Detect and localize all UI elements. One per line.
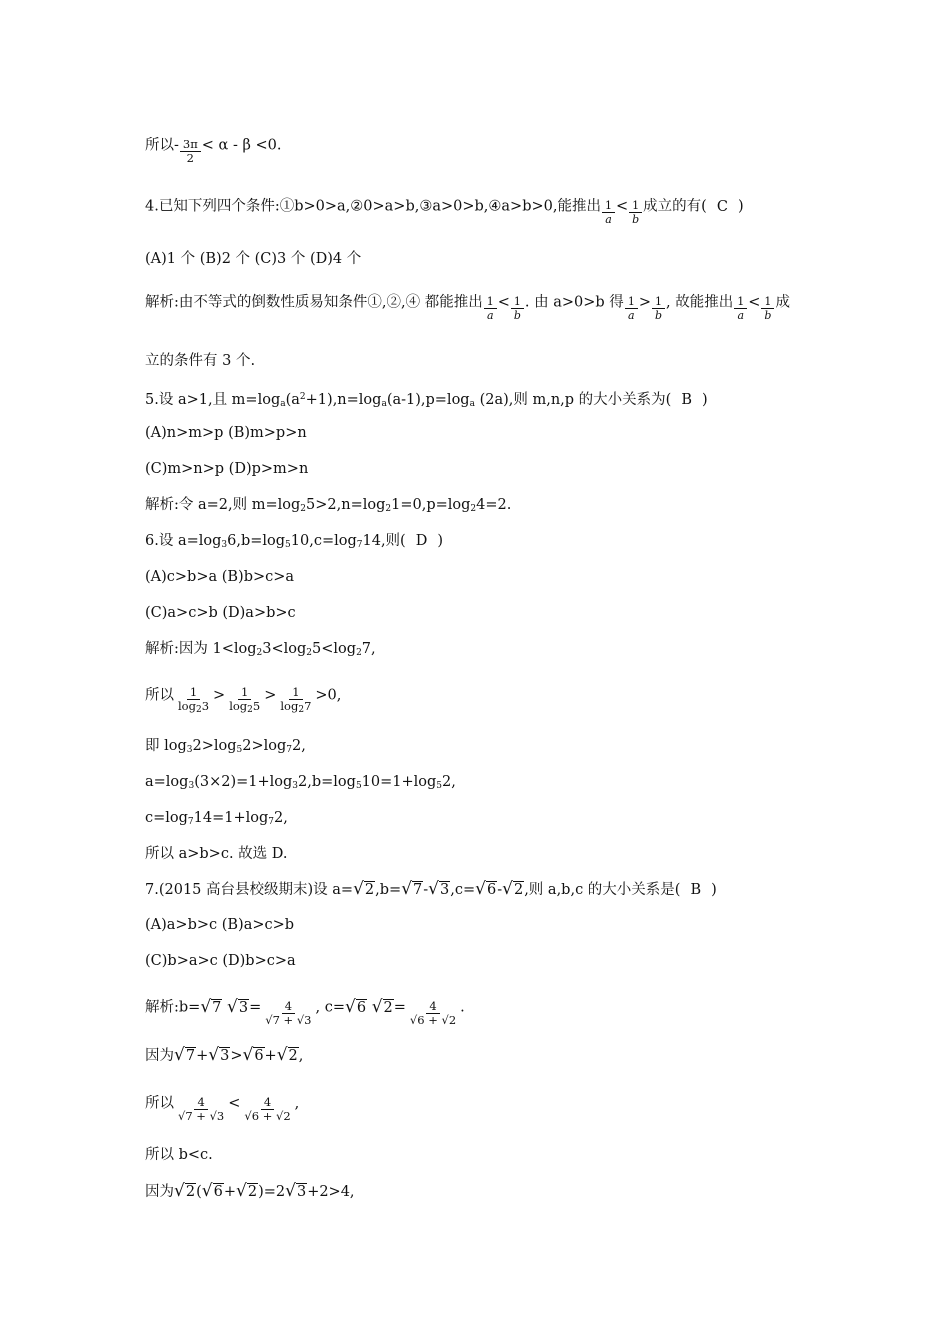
question-7-options-2: (C)b>a>c (D)b>c>a: [145, 953, 296, 969]
sqrt: √6: [242, 1045, 264, 1065]
sqrt: √7: [174, 1045, 196, 1065]
sqrt: √6: [345, 996, 367, 1017]
question-6-solution-5: $c=\log_714=1+\log_72$,: [145, 810, 288, 827]
sqrt: √2: [371, 996, 393, 1017]
question-7-solution-5: 因为√2(√6+√2)=2√3+2>4,: [145, 1181, 355, 1201]
question-7-solution-4: 所以 b<c.: [145, 1147, 213, 1163]
question-7-solution-3: 所以 $\frac{4}{√7 + √3}$ < $\frac{4}{√6 + √2}$ ,: [145, 1095, 300, 1123]
question-6: 6.设 $a=\log_36,b=\log_510,c=\log_714$,则( D ): [145, 533, 444, 550]
fraction: $\frac{1}{a}$: [484, 295, 497, 322]
sqrt: √2: [276, 1045, 298, 1065]
question-6-solution-2: 所以 $\frac{1}{\log_23}$ > $\frac{1}{\log_25}$ > $\frac{1}{\log_27}$ >0,: [145, 685, 342, 715]
answer-letter: C: [716, 198, 728, 215]
question-7-options-1: (A)a>b>c (B)a>c>b: [145, 917, 295, 933]
sqrt: √3: [285, 1181, 307, 1201]
sqrt: √2: [353, 879, 375, 899]
sqrt: √2: [235, 1181, 258, 1201]
question-5-options-2: (C)m>n>p (D)p>m>n: [145, 461, 309, 477]
fraction-1-over-log: $\frac{1}{\log_23}$: [178, 685, 210, 715]
question-5-options-1: (A)n>m>p (B)m>p>n: [145, 425, 307, 441]
question-5: 5.设 a>1,且 $m=\log_a(a^2+1),n=\log_a(a-1),p=\log_a$ (2a),则 m,n,p 的大小关系为( B ): [145, 392, 708, 409]
question-6-options-2: (C)a>c>b (D)a>b>c: [145, 605, 296, 621]
sqrt: √3: [227, 996, 249, 1017]
question-7: 7.(2015 高台县校级期末)设 a=√2,b=√7-√3,c=√6-√2,则 a,b,c 的大小关系是( B ): [145, 879, 717, 899]
sqrt: √7: [200, 996, 222, 1017]
question-5-solution: 解析:令 a=2,则 $m=\log_25>2,n=\log_21=0,p=\log_24=2$.: [145, 497, 512, 514]
question-4-solution: 解析:由不等式的倒数性质易知条件①,②,④ 都能推出 $\frac{1}{a}$ < $\frac{1}{b}$ . 由 a>0>b 得 $\frac{1}{a}$ > $\frac{1}{b}$ , 故能推出 $\frac{1}{a}$ < $\frac{1}{b}$ 成: [145, 294, 790, 322]
sqrt: √6: [475, 879, 497, 899]
question-7-solution-1: 解析:b=√7 √3= $\frac{4}{√7 + √3}$ , c=√6 √2= $\frac{4}{√6 + √2}$ .: [145, 996, 465, 1027]
fraction: $\frac{1}{a}$: [625, 295, 638, 322]
fraction-4-over-sqrt-sum: $\frac{4}{√7 + √3}$: [265, 999, 312, 1027]
fraction-4-over-sqrt-sum: $\frac{4}{√7 + √3}$: [178, 1095, 225, 1123]
question-7-solution-2: 因为√7+√3>√6+√2,: [145, 1045, 304, 1065]
question-4-solution-cont: 立的条件有 3 个.: [145, 353, 256, 369]
sqrt: √7: [401, 879, 423, 899]
answer-letter: D: [415, 533, 428, 549]
fraction-1-over-b: $\frac{1}{b}$: [629, 199, 642, 226]
line-alpha-beta-range: 所以- $\frac{3\pi}{2}$ < α - β <0.: [145, 137, 282, 165]
question-6-solution-4: $a=\log_3(3\times 2)=1+\log_32,b=\log_510=1+\log_52$,: [145, 774, 456, 791]
question-4: 4.已知下列四个条件:①b>0>a,②0>a>b,③a>0>b,④a>b>0,能推出 $\frac{1}{a}$ < $\frac{1}{b}$ 成立的有( C ): [145, 198, 744, 226]
sqrt: √3: [428, 879, 450, 899]
question-4-options: (A)1 个 (B)2 个 (C)3 个 (D)4 个: [145, 251, 362, 267]
question-6-options-1: (A)c>b>a (B)b>c>a: [145, 569, 295, 585]
fraction-1-over-a: $\frac{1}{a}$: [602, 199, 615, 226]
fraction-1-over-log: $\frac{1}{\log_27}$: [280, 685, 312, 715]
fraction: $\frac{1}{b}$: [511, 295, 524, 322]
question-6-solution-3: 即 $\log_32>\log_52>\log_72$,: [145, 738, 306, 755]
sqrt: √3: [208, 1045, 230, 1065]
sqrt: √2: [174, 1181, 196, 1201]
fraction-3pi-over-2: $\frac{3\pi}{2}$: [180, 138, 201, 165]
sqrt: √2: [502, 879, 524, 899]
sqrt: √6: [201, 1181, 223, 1201]
fraction-1-over-log: $\frac{1}{\log_25}$: [229, 685, 261, 715]
fraction-4-over-sqrt-sum: $\frac{4}{√6 + √2}$: [244, 1095, 291, 1123]
fraction: $\frac{1}{b}$: [652, 295, 665, 322]
answer-letter: B: [690, 882, 702, 898]
fraction: $\frac{1}{a}$: [734, 295, 747, 322]
fraction: $\frac{1}{b}$: [761, 295, 774, 322]
fraction-4-over-sqrt-sum: $\frac{4}{√6 + √2}$: [409, 999, 457, 1027]
answer-letter: B: [681, 392, 692, 408]
question-6-solution-1: 解析:因为 $1<\log_23<\log_25<\log_27$,: [145, 641, 376, 658]
question-6-solution-6: 所以 a>b>c. 故选 D.: [145, 846, 288, 862]
